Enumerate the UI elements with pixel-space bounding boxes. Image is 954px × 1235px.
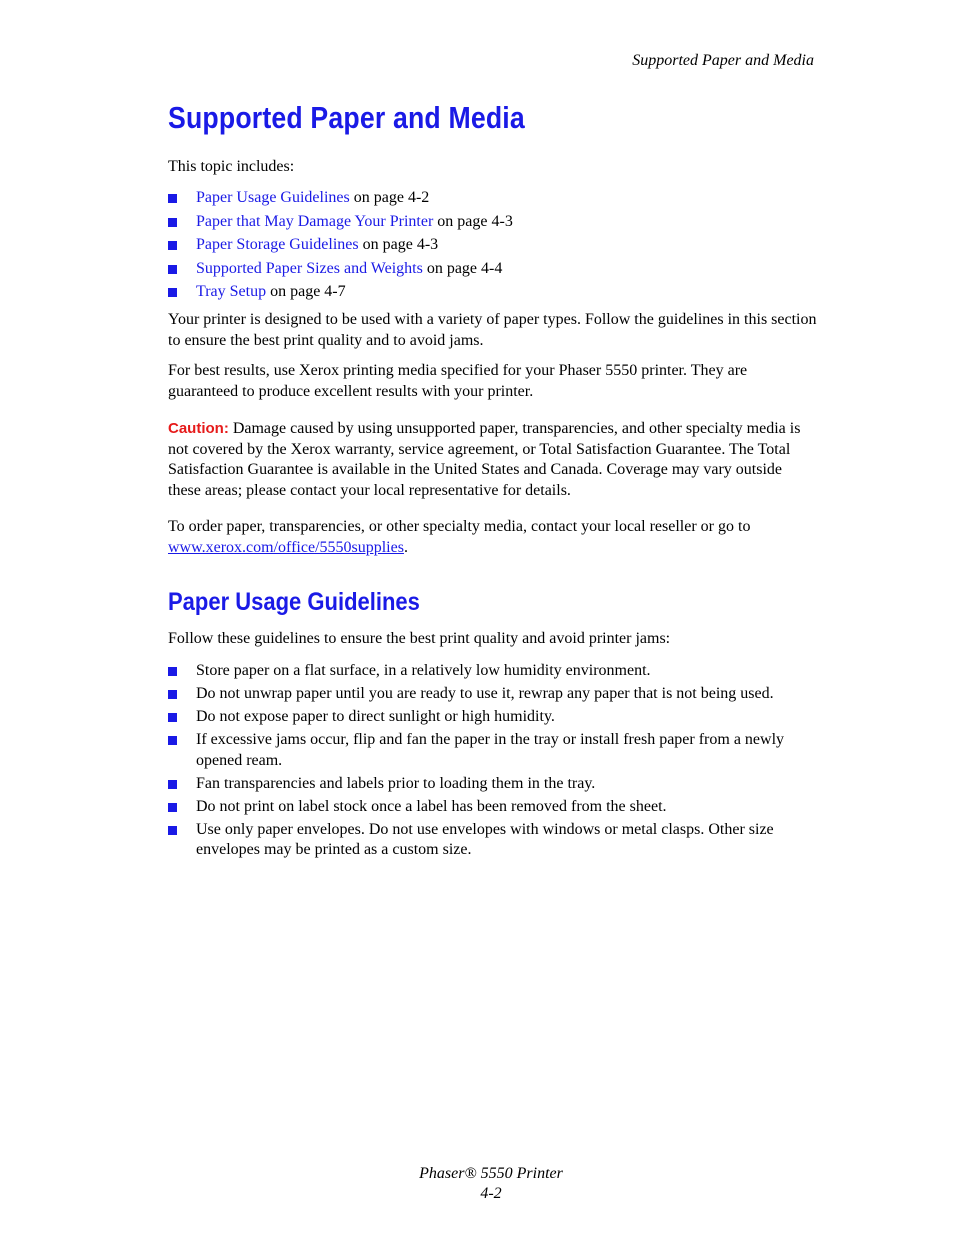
guideline-text: Store paper on a flat surface, in a relatively low humidity environment. bbox=[196, 662, 651, 679]
caution-text: Damage caused by using unsupported paper, transparencies, and other specialty media is not covered by the Xerox warranty, service agreement, or Total Satisfaction Guarantee. The Total Satisfaction Guarantee is available in the United States and Canada. Coverage may vary outside these areas; please contact your local representative for details. bbox=[168, 420, 801, 499]
section-title-paper-usage: Paper Usage Guidelines bbox=[168, 588, 420, 616]
topic-list bbox=[168, 188, 818, 303]
topic-intro: This topic includes: bbox=[168, 158, 295, 175]
topic-item bbox=[168, 235, 818, 256]
guideline-item bbox=[168, 684, 818, 705]
square-bullet-icon bbox=[168, 241, 177, 250]
square-bullet-icon bbox=[168, 667, 177, 676]
toc-link-paper-storage[interactable]: Paper Storage Guidelines bbox=[196, 236, 359, 253]
paragraph-printer-paper-types: Your printer is designed to be used with a variety of paper types. Follow the guidelines in this section to ensure the best print quality and to avoid jams. bbox=[168, 311, 817, 349]
guideline-item bbox=[168, 730, 818, 771]
square-bullet-icon bbox=[168, 265, 177, 274]
square-bullet-icon bbox=[168, 218, 177, 227]
square-bullet-icon bbox=[168, 736, 177, 745]
guideline-text: Do not unwrap paper until you are ready to use it, rewrap any paper that is not being used. bbox=[196, 685, 774, 702]
order-text: To order paper, transparencies, or other specialty media, contact your local reseller or go to bbox=[168, 518, 751, 535]
guideline-text: Do not print on label stock once a label has been removed from the sheet. bbox=[196, 797, 667, 815]
toc-page-ref: on page 4-2 bbox=[349, 189, 430, 206]
guideline-text: Fan transparencies and labels prior to loading them in the tray. bbox=[196, 774, 596, 792]
square-bullet-icon bbox=[168, 288, 177, 297]
supplies-url-link[interactable]: www.xerox.com/office/5550supplies bbox=[168, 538, 404, 556]
toc-link-paper-usage[interactable]: Paper Usage Guidelines bbox=[196, 189, 350, 206]
guideline-list bbox=[168, 661, 818, 861]
topic-item bbox=[168, 259, 818, 280]
topic-item bbox=[168, 282, 818, 303]
guideline-text: Do not expose paper to direct sunlight or high humidity. bbox=[196, 708, 555, 725]
toc-page-ref: on page 4-7 bbox=[266, 283, 346, 300]
toc-link-paper-sizes[interactable]: Supported Paper Sizes and Weights bbox=[196, 259, 423, 277]
running-header: Supported Paper and Media bbox=[632, 52, 814, 69]
topic-item bbox=[168, 212, 818, 233]
square-bullet-icon bbox=[168, 780, 177, 789]
guideline-text: If excessive jams occur, flip and fan the paper in the tray or install fresh paper from a newly opened ream. bbox=[196, 731, 785, 769]
guideline-item bbox=[168, 774, 818, 795]
square-bullet-icon bbox=[168, 194, 177, 203]
square-bullet-icon bbox=[168, 826, 177, 835]
toc-link-paper-damage[interactable]: Paper that May Damage Your Printer bbox=[196, 212, 434, 230]
guideline-text: Use only paper envelopes. Do not use envelopes with windows or metal clasps. Other size envelopes may be printed as a custom size. bbox=[196, 820, 774, 858]
toc-page-ref: on page 4-3 bbox=[433, 212, 513, 230]
topic-item bbox=[168, 188, 818, 209]
caution-note bbox=[168, 419, 818, 501]
footer-product: Phaser® 5550 Printer bbox=[419, 1165, 563, 1182]
caution-label: Caution: bbox=[168, 420, 229, 437]
toc-link-tray-setup[interactable]: Tray Setup bbox=[196, 283, 267, 300]
guideline-item bbox=[168, 707, 818, 728]
section-intro: Follow these guidelines to ensure the best print quality and avoid printer jams: bbox=[168, 630, 671, 647]
square-bullet-icon bbox=[168, 803, 177, 812]
toc-page-ref: on page 4-3 bbox=[358, 236, 439, 253]
order-end: . bbox=[403, 538, 408, 556]
square-bullet-icon bbox=[168, 713, 177, 722]
paragraph-best-results: For best results, use Xerox printing media specified for your Phaser 5550 printer. They are guaranteed to produce excellent results with your printer. bbox=[168, 362, 748, 400]
page-footer bbox=[0, 1164, 954, 1204]
toc-page-ref: on page 4-4 bbox=[422, 259, 503, 277]
footer-page-number: 4-2 bbox=[480, 1185, 502, 1202]
page-title: Supported Paper and Media bbox=[168, 100, 525, 135]
guideline-item bbox=[168, 820, 818, 861]
paragraph-order-media bbox=[168, 517, 818, 558]
square-bullet-icon bbox=[168, 690, 177, 699]
guideline-item bbox=[168, 797, 818, 818]
guideline-item bbox=[168, 661, 818, 682]
